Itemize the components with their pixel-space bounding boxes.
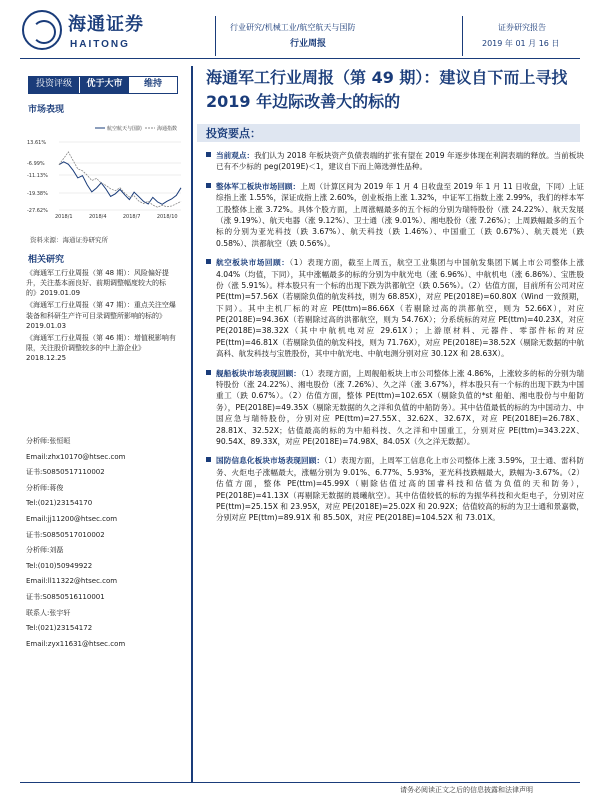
y-tick-label: -6.99% [27, 161, 45, 167]
related-research-list [26, 268, 176, 365]
y-tick-label: 13.61% [27, 140, 47, 146]
analyst-line[interactable]: Email:ll11322@htsec.com [26, 577, 118, 586]
paragraph-sector-review [206, 181, 584, 249]
company-logo [22, 10, 152, 54]
analyst-line: 证书:S0850517010002 [26, 530, 105, 539]
related-research-title: 相关研究 [28, 255, 65, 265]
x-tick-label: 2018/7 [122, 214, 141, 220]
paragraph-current-view [206, 150, 584, 173]
market-performance-chart [25, 120, 185, 220]
paragraph-text: （1）表现方面，上周舰船板块上市公司整体上涨 4.86%，上涨较多的标的分别为瑞特股份（涨 24.22%）、湘电股份（涨 7.26%）、久之洋（涨 3.67%），样本股只有一个标的出现下跌为中国重工（跌 0.67%）。（2）估值方面，整体 PE(ttm)=102.65X（剔除负值的*st 船舶、湘电股份与中船防务），PE(2018E)=49.35X（剔除无数据的久之洋和负值的中船防务）。其中估值最低的标的为中国动力、中国应急与瑞特股份，分别对应 PE(ttm)=27.55X、32.62X、32.67X，对应 PE(2018E)=26.78X、28.81X、32.52X；估值最高的标的为中船科技、久之洋和中国重工，分别对应 PE(ttm)=343.22X、90.54X、89.33X，对应 PE(2018E)=74.98X、84.05X（久之洋无数据）。 [216, 368, 584, 446]
paragraph-text: （1）表现方面，上周军工信息化上市公司整体上涨 3.59%，卫士通、雷科防务、火炬电子涨幅最大，涨幅分别为 9.01%、6.77%、5.93%，亚光科技跌幅最大，跌幅为-3.67%。（2）估值方面，整体 PE(ttm)=45.99X（剔除估值过高的国睿科技和估值为负值的天和防务），PE(2018E)=41.13X（再剔除无数据的晨曦航空）。其中估值较低的标的为振华科技和火炬电子，分别对应 PE(ttm)=25.15X 和 23.95X，对应 PE(2018E)=25.02X 和 20.92X；估值较高的标的为卫士通和景嘉微，分别对应 PE(ttm)=89.91X 和 85.50X，对应 PE(2018E)=104.52X 和 73.01X。 [216, 456, 584, 523]
report-kind-label: 证券研究报告 [498, 23, 546, 32]
analyst-line: Tel:(021)23154172 [26, 624, 93, 633]
paragraph-text: 上周（计算区间为 2019 年 1 月 4 日收盘至 2019 年 1 月 11 日收盘，下同）上证综指上涨 1.55%，深证成指上涨 2.60%，创业板指上涨 1.32%，中证军工指数上涨 2.99%，我们的样本军工股整体上涨 3.72%。具体个股方面，上周涨幅最多的五个标的分别为瑞特股份（涨 24.22%）、航天发展（涨 9.19%）、航天电器（涨 9.12%）、卫士通（涨 9.01%）、湘电股份（涨 7.26%）；上周跌幅最多的五个标的分别为亚光科技（跌 3.67%）、航天科技（跌 1.46%）、中国重工（跌 0.67%）、航天晨光（跌 0.58%）、洪都航空（跌 0.56%）。 [216, 181, 584, 248]
analyst-line[interactable]: Email:zyx11631@htsec.com [26, 639, 126, 648]
related-item[interactable]: 《海通军工行业周报（第 47 期）：重点关注空爆装备和科研生产许可目录调整所影响的标的》2019.01.03 [26, 301, 176, 330]
investment-rating [28, 76, 178, 94]
header-rule [20, 58, 580, 59]
industry-category: 行业研究/机械工业/航空航天与国防 [230, 23, 356, 32]
paragraph-text: 我们认为 2018 年板块资产负债表端的扩张有望在 2019 年逐步体现在利润表端的释放。当前板块已有不少标的 peg(2019E)＜1，建议自下而上筛选弹性品种。 [216, 151, 584, 172]
paragraph-lead: 整体军工板块市场回顾： [216, 181, 301, 191]
analyst-line: 证书:S0850516110001 [26, 592, 105, 601]
key-points-title: 投资要点： [206, 127, 261, 140]
report-date: 2019 年 01 月 16 日 [482, 39, 560, 48]
rating-status: 维持 [143, 79, 162, 90]
paragraph-text: （1）表现方面，截至上周五，航空工业集团与中国航发集团下属上市公司整体上涨 4.04%（均值，下同），其中涨幅最多的标的分别为中航光电（涨 6.96%）、中航机电（涨 6.86%）、宝胜股份（涨 5.91%）。样本股只有一个标的出现下跌为洪都航空（跌 0.56%）。（2）估值方面，目前所有公司对应 PE(ttm)=57.56X（若剔除负值的航发科技，则为 68.85X），对应 PE(2018E)=60.80X（Wind 一致预期，下同）。其中主机厂标的对应 PE(ttm)=86.66X（若剔除过高的洪都航空，则为 52.66X），对应 PE(2018E)=94.36X（若剔除过高的洪都航空，则为 54.76X）；分系统标的对应 PE(ttm)=40.23X，对应 PE(2018E)=38.32X（其中中航机电对应 29.61X）；上游原材料、元器件、零部件标的对应 PE(ttm)=46.81X（若剔除负值的航发科技，则为 71.76X），对应 PE(2018E)=38.52X（剔除无数据的中航高科、航发科技与宝胜股份，其中中航光电、中航电测分别对应 30.12X 和 28.63X）。 [216, 258, 585, 359]
paragraph-lead: 航空板块市场回顾： [216, 258, 290, 268]
logo-english-name: HAITONG [70, 39, 130, 50]
analyst-line: 分析师:张恒晅 [26, 437, 71, 445]
footer-rule [20, 782, 580, 783]
analyst-contacts [26, 436, 176, 654]
analyst-line[interactable]: Email:zhx10170@htsec.com [26, 452, 126, 461]
analyst-line: 证书:S0850517110002 [26, 468, 105, 477]
rating-label: 投资评级 [29, 77, 79, 93]
chart-source: 资料来源：海通证券研究所 [30, 236, 108, 244]
rating-value: 优于大市 [79, 77, 129, 93]
analyst-line: 分析师:刘磊 [26, 546, 64, 555]
paragraph-lead: 国防信息化板块市场表现回顾： [216, 456, 325, 466]
bullet-icon [206, 457, 211, 462]
disclaimer[interactable]: 请务必阅读正文之后的信息披露和法律声明 [400, 786, 533, 794]
related-item[interactable]: 《海通军工行业周报（第 46 期）：增值税影响有限，关注股价调整较多的中上游企业》2018.12.25 [26, 333, 176, 363]
paragraph-aviation [206, 257, 584, 360]
analyst-line: Tel:(010)50949922 [26, 561, 93, 570]
market-performance-title: 市场表现 [28, 105, 65, 115]
legend-label-sector: 航空航天与国防 [107, 126, 143, 132]
logo-chinese-name: 海通证券 [68, 14, 144, 35]
analyst-line: Tel:(021)23154170 [26, 499, 93, 508]
paragraph-lead: 当前观点： [216, 151, 255, 160]
report-body [206, 150, 584, 532]
paragraph-shipbuilding [206, 368, 584, 448]
paragraph-defense-it [206, 455, 584, 523]
paragraph-lead: 舰船板块市场表现回顾： [216, 368, 302, 378]
y-tick-label: -19.38% [27, 191, 48, 197]
analyst-line[interactable]: Email:jj11200@htsec.com [26, 514, 118, 523]
y-tick-label: -27.62% [27, 208, 48, 214]
bullet-icon [206, 152, 211, 157]
column-divider [191, 66, 193, 782]
y-tick-label: -11.13% [27, 173, 48, 179]
analyst-line: 联系人:张宇轩 [26, 608, 71, 617]
header-divider-left [215, 16, 216, 56]
report-type: 行业周报 [290, 39, 327, 49]
legend-label-index: 海通指数 [157, 126, 178, 132]
bullet-icon [206, 259, 211, 264]
bullet-icon [206, 370, 211, 375]
report-title: 海通军工行业周报（第 49 期）：建议自下而上寻找 2019 年边际改善大的标的 [206, 68, 568, 111]
bullet-icon [206, 183, 211, 188]
logo-emblem-icon [22, 10, 62, 50]
x-tick-label: 2018/4 [88, 214, 107, 220]
related-item[interactable]: 《海通军工行业周报（第 48 期）：风险偏好提升，关注基本面良好、前期调整幅度较大的标的》2019.01.09 [26, 269, 169, 298]
analyst-line: 分析师:蒋俊 [26, 483, 64, 492]
header-divider-right [462, 16, 463, 56]
series-line-index [59, 152, 181, 207]
x-tick-label: 2018/10 [156, 214, 178, 220]
x-tick-label: 2018/1 [55, 214, 73, 220]
